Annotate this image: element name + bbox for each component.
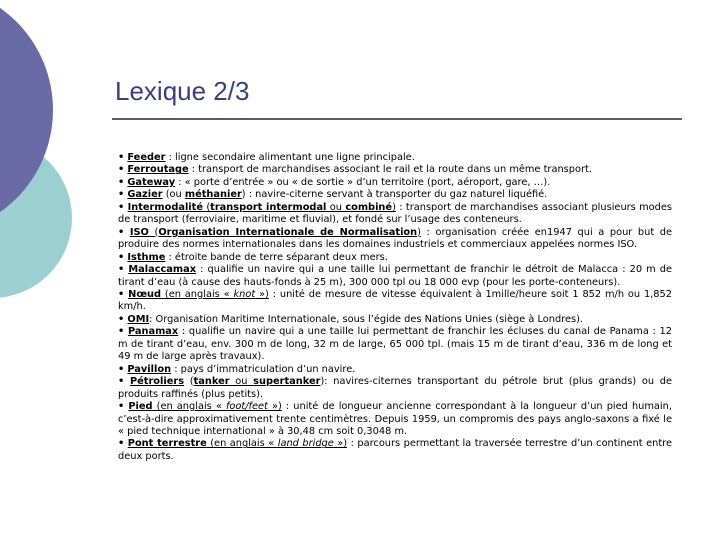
decorative-circles <box>0 0 110 330</box>
definition: : ligne secondaire alimentant une ligne principale. <box>165 152 415 163</box>
synonym-term: supertanker <box>253 376 321 388</box>
definition: : navires-citernes transportant du pétrole brut (plus grands) ou de produits raffinés (plus petits). <box>118 376 673 400</box>
definition: : transport de marchandises associant plusieurs modes de transport (ferroviaire, maritime et fluvial), et fondé sur l’usage des conteneurs. <box>118 201 673 226</box>
synonym-term: transport intermodal <box>210 201 327 213</box>
term: Feeder <box>127 152 166 163</box>
term: Gazier <box>127 189 163 201</box>
entry-intermodalite: • Intermodalité (transport intermodal ou combiné) : transport de marchandises associant plusieurs modes de transport (ferroviaire, maritime et fluvial), et fondé sur l’usage des conteneurs. <box>118 201 673 226</box>
term: Nœud <box>128 288 162 300</box>
term: Malaccamax <box>128 264 197 276</box>
definition: : navire-citerne servant à transporter du gaz naturel liquéfié. <box>245 189 548 201</box>
entry-malaccamax: • Malaccamax : qualifie un navire qui a une taille lui permettant de franchir le détroit de Malacca : 20 m de tirant d’eau (à cause des hauts-fonds à 25 m), 300 000 tpl ou 18 000 evp (pour les porte-conteneurs). <box>118 264 673 288</box>
definition: : étroite bande de terre séparant deux mers. <box>165 251 388 263</box>
definition: : transport de marchandises associant le rail et la route dans un même transport. <box>188 164 592 176</box>
term: Gateway <box>127 176 176 188</box>
entry-pavillon: • Pavillon : pays d’immatriculation d’un navire. <box>118 363 356 375</box>
definition: : Organisation Maritime Internationale, sous l’égide des Nations Unies (siège à Londres). <box>149 313 584 325</box>
term: Isthme <box>127 251 166 263</box>
entry-isthme: • Isthme : étroite bande de terre séparant deux mers. <box>118 251 388 263</box>
entry-feeder: • Feeder : ligne secondaire alimentant une ligne principale. <box>118 152 415 163</box>
synonym-term: combiné <box>345 201 393 213</box>
entry-gateway: • Gateway : « porte d’entrée » ou « de sortie » d’un territoire (port, aéroport, gare, …). <box>118 176 551 188</box>
entry-ferroutage: • Ferroutage : transport de marchandises associant le rail et la route dans un même transport. <box>118 164 592 176</box>
term: Panamax <box>127 326 179 338</box>
definition: : unité de mesure de vitesse équivalent à 1mille/heure soit 1 852 m/h ou 1,852 km/h. <box>118 288 672 313</box>
english-term: land bridge <box>277 438 334 450</box>
definition: : qualifie un navire qui a une taille lui permettant de franchir les écluses du canal de Panama : 12 m de tirant d’eau, env. 300 m de long, 32 m de large, 65 000 tpl. (mais 15 m de tirant d’eau, 336 m de long et 49 m de large après travaux). <box>118 326 672 363</box>
entry-pont-terrestre: • Pont terrestre (en anglais « land bridge ») : parcours permettant la traversée terrestre d’un continent entre deux ports. <box>118 438 673 462</box>
definition: : pays d’immatriculation d’un navire. <box>171 363 356 375</box>
term: Pavillon <box>127 363 172 375</box>
english-term: knot <box>233 288 256 300</box>
term: ISO <box>129 226 149 238</box>
entry-omi: • OMI: Organisation Maritime Internationale, sous l’égide des Nations Unies (siège à Londres). <box>118 313 584 325</box>
term: Pied <box>128 401 153 413</box>
term: Intermodalité <box>127 201 203 213</box>
definition: : qualifie un navire qui a une taille lui permettant de franchir le détroit de Malacca : 20 m de tirant d’eau (à cause des hauts-fonds à 25 m), 300 000 tpl ou 18 000 evp (pour les porte-conteneurs). <box>118 264 673 288</box>
term: OMI <box>127 313 150 325</box>
synonym-term: tanker <box>193 376 230 388</box>
entry-gazier: • Gazier (ou méthanier) : navire-citerne servant à transporter du gaz naturel liquéfié. <box>118 189 548 201</box>
synonym-term: méthanier <box>184 189 242 201</box>
slide-title: Lexique 2/3 <box>115 76 250 106</box>
definition: : organisation créée en1947 qui a pour but de produire des normes internationales dans les domaines industriels et commerciaux appelées normes ISO. <box>118 226 673 251</box>
entry-petroliers: • Pétroliers (tanker ou supertanker): navires-citernes transportant du pétrole brut (plus grands) ou de produits raffinés (plus petits). <box>118 376 673 400</box>
glossary-list <box>118 152 672 463</box>
title-divider <box>112 118 682 120</box>
term: Pont terrestre <box>127 438 207 450</box>
entry-iso: • ISO (Organisation Internationale de Normalisation) : organisation créée en1947 qui a pour but de produire des normes internationales dans les domaines industriels et commerciaux appelées normes ISO. <box>118 226 673 251</box>
entry-noeud: • Nœud (en anglais « knot ») : unité de mesure de vitesse équivalent à 1mille/heure soit 1 852 m/h ou 1,852 km/h. <box>118 288 672 313</box>
definition: : « porte d’entrée » ou « de sortie » d’un territoire (port, aéroport, gare, …). <box>175 176 551 188</box>
term: Ferroutage <box>127 164 189 176</box>
english-term: foot/feet <box>225 401 268 413</box>
entry-pied: • Pied (en anglais « foot/feet ») : unité de longueur ancienne correspondant à la longueur d’un pied humain, c’est-à-dire approximativement trente centimètres. Depuis 1959, un compromis des pays anglo-saxons a fixé le « pied technique international » à 30,48 cm soit 0,3048 m. <box>118 401 672 437</box>
term: Pétroliers <box>129 376 185 388</box>
definition: : parcours permettant la traversée terrestre d’un continent entre deux ports. <box>118 438 673 462</box>
synonym-term: Organisation Internationale de Normalisation <box>158 226 418 238</box>
entry-panamax: • Panamax : qualifie un navire qui a une taille lui permettant de franchir les écluses du canal de Panama : 12 m de tirant d’eau, env. 300 m de long, 32 m de large, 65 000 tpl. (mais 15 m de tirant d’eau, 336 m de long et 49 m de large après travaux). <box>118 326 672 363</box>
definition: : unité de longueur ancienne correspondant à la longueur d’un pied humain, c’est-à-dire approximativement trente centimètres. Depuis 1959, un compromis des pays anglo-saxons a fixé le « pied technique international » à 30,48 cm soit 0,3048 m. <box>118 401 672 437</box>
